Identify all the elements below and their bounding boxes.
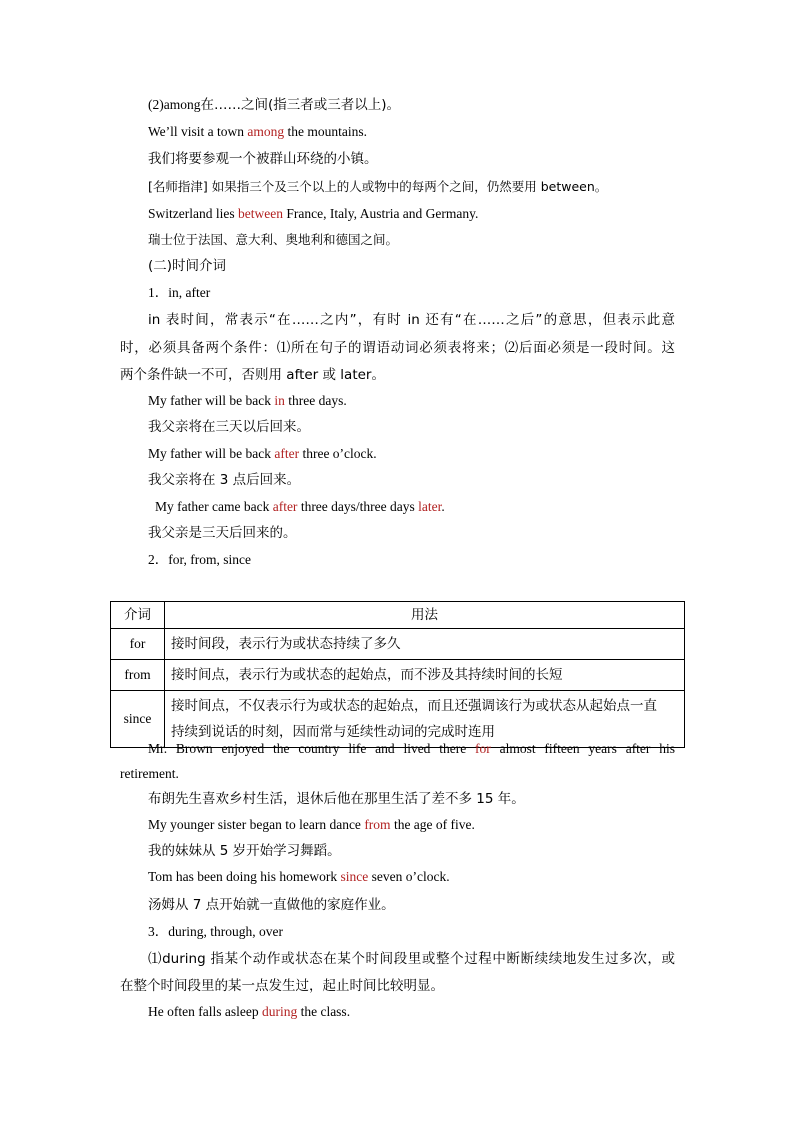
table-cell-usage: 接时间段，表示行为或状态持续了多久: [165, 629, 685, 660]
keyword-highlight: among: [247, 124, 285, 139]
between-example: [148, 205, 478, 223]
preposition-usage-table: [110, 601, 685, 748]
example-text: Mr. Brown enjoyed the country life and lived there: [148, 741, 476, 756]
section-title-time-prepositions: (二)时间介词: [148, 258, 227, 274]
example-text: the class.: [297, 1004, 351, 1019]
example-text: My father will be back: [148, 393, 275, 408]
example-text: .: [441, 499, 445, 514]
note-tag: [名师指津]: [148, 179, 208, 194]
example-text: Switzerland lies: [148, 206, 238, 221]
among-example-translation: 我们将要参观一个被群山环绕的小镇。: [148, 151, 378, 167]
example-text: three days.: [284, 393, 347, 408]
from-example: [148, 816, 475, 834]
for-example-line-2: retirement.: [120, 766, 179, 781]
example-text: My younger sister began to learn dance: [148, 817, 365, 832]
usage-line: 持续到说话的时刻，因而常与延续性动词的完成时连用: [171, 724, 495, 740]
example-text: almost fifteen years after his: [490, 741, 675, 756]
example-text: three days/three days: [297, 499, 419, 514]
in-example: [148, 392, 347, 410]
subheading-for-from-since: 2．for, from, since: [148, 552, 251, 567]
keyword-highlight: after: [272, 499, 298, 514]
for-example-line-1: [148, 740, 675, 758]
after-example: [148, 445, 377, 463]
table-row: [111, 660, 685, 691]
example-text: My father will be back: [148, 446, 275, 461]
from-example-translation: 我的妹妹从 5 岁开始学习舞蹈。: [148, 843, 341, 859]
among-heading-term: (2)among: [148, 97, 201, 112]
note-text: 如果指三个及三个以上的人或物中的每两个之间，仍然要用 between。: [207, 179, 608, 194]
table-cell-usage: 接时间点，表示行为或状态的起始点，而不涉及其持续时间的长短: [165, 660, 685, 691]
table-row: [111, 629, 685, 660]
subheading-during-through-over: 3．during, through, over: [148, 924, 283, 939]
during-explanation-line-1: ⑴during 指某个动作或状态在某个时间段里或整个过程中断断续续地发生过多次，或: [148, 951, 675, 967]
example-text: three o’clock.: [299, 446, 377, 461]
column-header-usage: 用法: [165, 602, 685, 629]
example-text: He often falls asleep: [148, 1004, 262, 1019]
example-text: My father came back: [155, 499, 273, 514]
keyword-highlight: in: [274, 393, 285, 408]
table-cell-word: from: [111, 660, 165, 691]
explanation-line-3: 两个条件缺一不可，否则用 after 或 later。: [120, 367, 385, 383]
among-heading-desc: 在……之间(指三者或三者以上)。: [200, 97, 401, 113]
after-example-translation: 我父亲将在 3 点后回来。: [148, 472, 301, 488]
table-cell-usage: [165, 691, 685, 748]
among-heading: [148, 96, 400, 114]
keyword-highlight: for: [475, 741, 491, 756]
in-example-translation: 我父亲将在三天以后回来。: [148, 419, 310, 435]
keyword-highlight: during: [261, 1004, 298, 1019]
keyword-highlight: from: [364, 817, 391, 832]
among-example: [148, 123, 367, 141]
teacher-note: [148, 178, 607, 196]
example-text: the age of five.: [390, 817, 475, 832]
usage-line: 接时间点，不仅表示行为或状态的起始点，而且还强调该行为或状态从起始点一直: [171, 698, 657, 714]
later-example-translation: 我父亲是三天后回来的。: [148, 525, 297, 541]
example-text: seven o’clock.: [368, 869, 450, 884]
since-example: [148, 868, 450, 886]
keyword-highlight: later: [418, 499, 442, 514]
during-example: [148, 1003, 350, 1021]
keyword-highlight: after: [274, 446, 300, 461]
during-explanation-line-2: 在整个时间段里的某一点发生过，起止时间比较明显。: [120, 978, 444, 994]
column-header-preposition: 介词: [111, 602, 165, 629]
table-row: [111, 691, 685, 748]
for-example-translation: 布朗先生喜欢乡村生活，退休后他在那里生活了差不多 15 年。: [148, 791, 525, 807]
example-text: We’ll visit a town: [148, 124, 248, 139]
table-cell-word: since: [111, 691, 165, 748]
later-example: [155, 498, 445, 516]
keyword-highlight: since: [340, 869, 369, 884]
keyword-highlight: between: [237, 206, 283, 221]
table-cell-word: for: [111, 629, 165, 660]
since-example-translation: 汤姆从 7 点开始就一直做他的家庭作业。: [148, 897, 395, 913]
example-text: France, Italy, Austria and Germany.: [282, 206, 479, 221]
subheading-in-after: 1．in, after: [148, 285, 211, 300]
explanation-line-2: 时，必须具备两个条件：⑴所在句子的谓语动词必须表将来；⑵后面必须是一段时间。这: [120, 340, 675, 356]
example-text: the mountains.: [284, 124, 368, 139]
table-header-row: [111, 602, 685, 629]
explanation-line-1: in 表时间，常表示“在……之内”，有时 in 还有“在……之后”的意思，但表示此意: [148, 312, 675, 328]
example-text: Tom has been doing his homework: [148, 869, 341, 884]
between-example-translation: 瑞士位于法国、意大利、奥地利和德国之间。: [148, 232, 399, 247]
